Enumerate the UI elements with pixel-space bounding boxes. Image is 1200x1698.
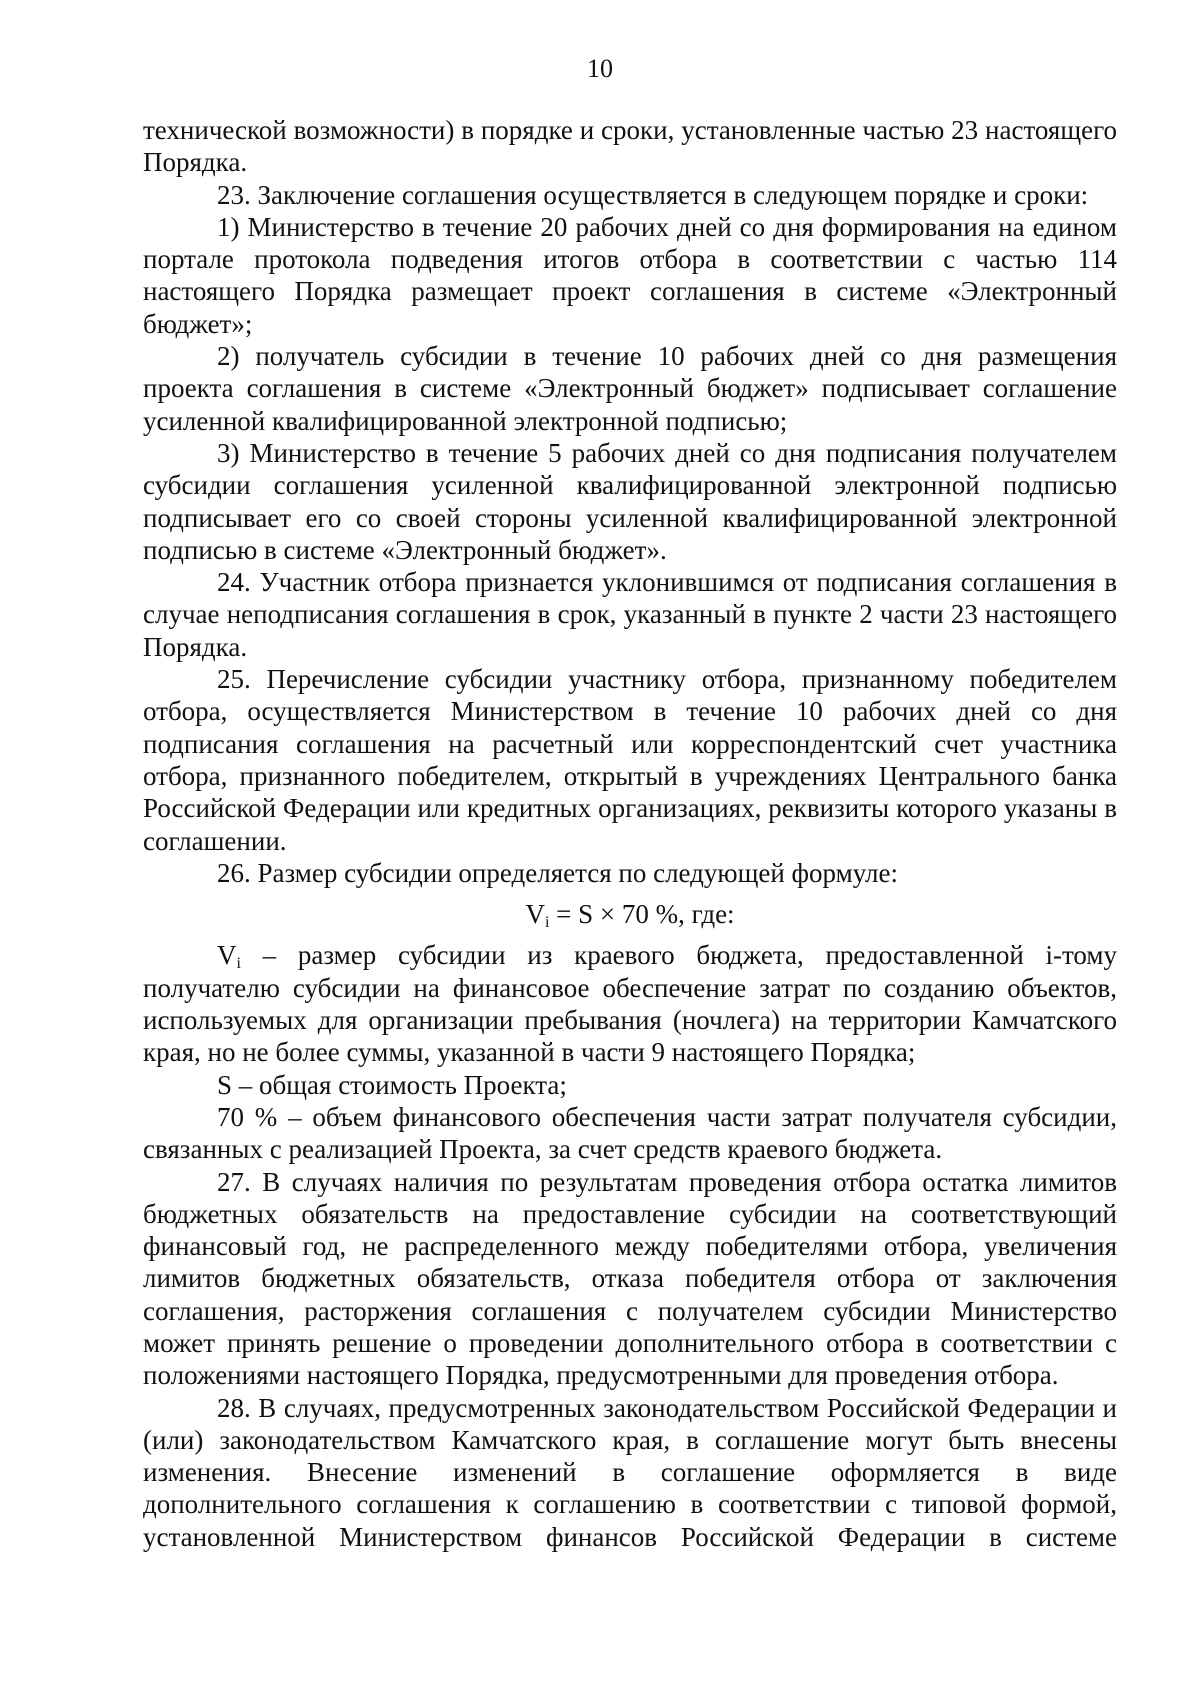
document-body — [143, 114, 1117, 1553]
paragraph-25: 25. Перечисление субсидии участнику отбора, признанному победителем отбора, осуществляется Министерством в течение 10 рабочих дней со дня подписания соглашения на расчетный или корреспондентский счет участника отбора, признанного победителем, открытый в учреждениях Центрального банка Российской Федерации или кредитных организациях, реквизиты которого указаны в соглашении. — [143, 664, 1117, 856]
definition-s: S – общая стоимость Проекта; — [217, 1069, 567, 1100]
paragraph-26: 26. Размер субсидии определяется по следующей формуле: — [217, 857, 898, 888]
subsidy-formula — [143, 898, 1117, 930]
formula-variable: V — [525, 899, 545, 930]
paragraph-continuation: технической возможности) в порядке и сроки, установленные частью 23 настоящего Порядка. — [143, 115, 1117, 178]
paragraph-27: 27. В случаях наличия по результатам проведения отбора остатка лимитов бюджетных обязательств на предоставление субсидии на соответствующий финансовый год, не распределенного между победителями отбора, увеличения лимитов бюджетных обязательств, отказа победителя отбора от заключения соглашения, расторжения соглашения с получателем субсидии Министерство может принять решение о проведении дополнительного отбора в соответствии с положениями настоящего Порядка, предусмотренными для проведения отбора. — [143, 1166, 1117, 1391]
formula-subscript: i — [544, 914, 550, 932]
definition-v-text: – размер субсидии из краевого бюджета, предоставленной i-тому получателю субсидии на финансовое обеспечение затрат по созданию объектов, используемых для организации пребывания (ночлега) на территории Камчатского края, но не более суммы, указанной в части 9 настоящего Порядка; — [143, 940, 1117, 1068]
page-number: 10 — [587, 54, 613, 83]
paragraph-23: 23. Заключение соглашения осуществляется в следующем порядке и сроки: — [217, 179, 1089, 210]
paragraph-23-item-1: 1) Министерство в течение 20 рабочих дней со дня формирования на едином портале протокола подведения итогов отбора в соответствии с частью 114 настоящего Порядка размещает проект соглашения в системе «Электронный бюджет»; — [143, 211, 1117, 339]
formula-expression: = S × 70 %, где: — [549, 899, 735, 930]
paragraph-24: 24. Участник отбора признается уклонившимся от подписания соглашения в случае неподписания соглашения в срок, указанный в пункте 2 части 23 настоящего Порядка. — [143, 567, 1117, 662]
paragraph-23-item-3: 3) Министерство в течение 5 рабочих дней со дня подписания получателем субсидии соглашения усиленной квалифицированной электронной подписью подписывает его со своей стороны усиленной квалифицированной электронной подписью в системе «Электронный бюджет». — [143, 437, 1117, 565]
definition-v-subscript: i — [236, 955, 241, 973]
definition-70-percent: 70 % – объем финансового обеспечения части затрат получателя субсидии, связанных с реализацией Проекта, за счет средств краевого бюджета. — [143, 1101, 1117, 1165]
definition-v — [143, 939, 1117, 1068]
definition-v-symbol: V — [217, 940, 237, 971]
paragraph-28: 28. В случаях, предусмотренных законодательством Российской Федерации и (или) законодательством Камчатского края, в соглашение могут быть внесены изменения. Внесение изменений в соглашение оформляется в виде дополнительного соглашения к соглашению в соответствии с типовой формой, установленной Министерством финансов Российской Федерации в системе — [143, 1392, 1117, 1552]
paragraph-23-item-2: 2) получатель субсидии в течение 10 рабочих дней со дня размещения проекта соглашения в системе «Электронный бюджет» подписывает соглашение усиленной квалифицированной электронной подписью; — [143, 341, 1117, 436]
